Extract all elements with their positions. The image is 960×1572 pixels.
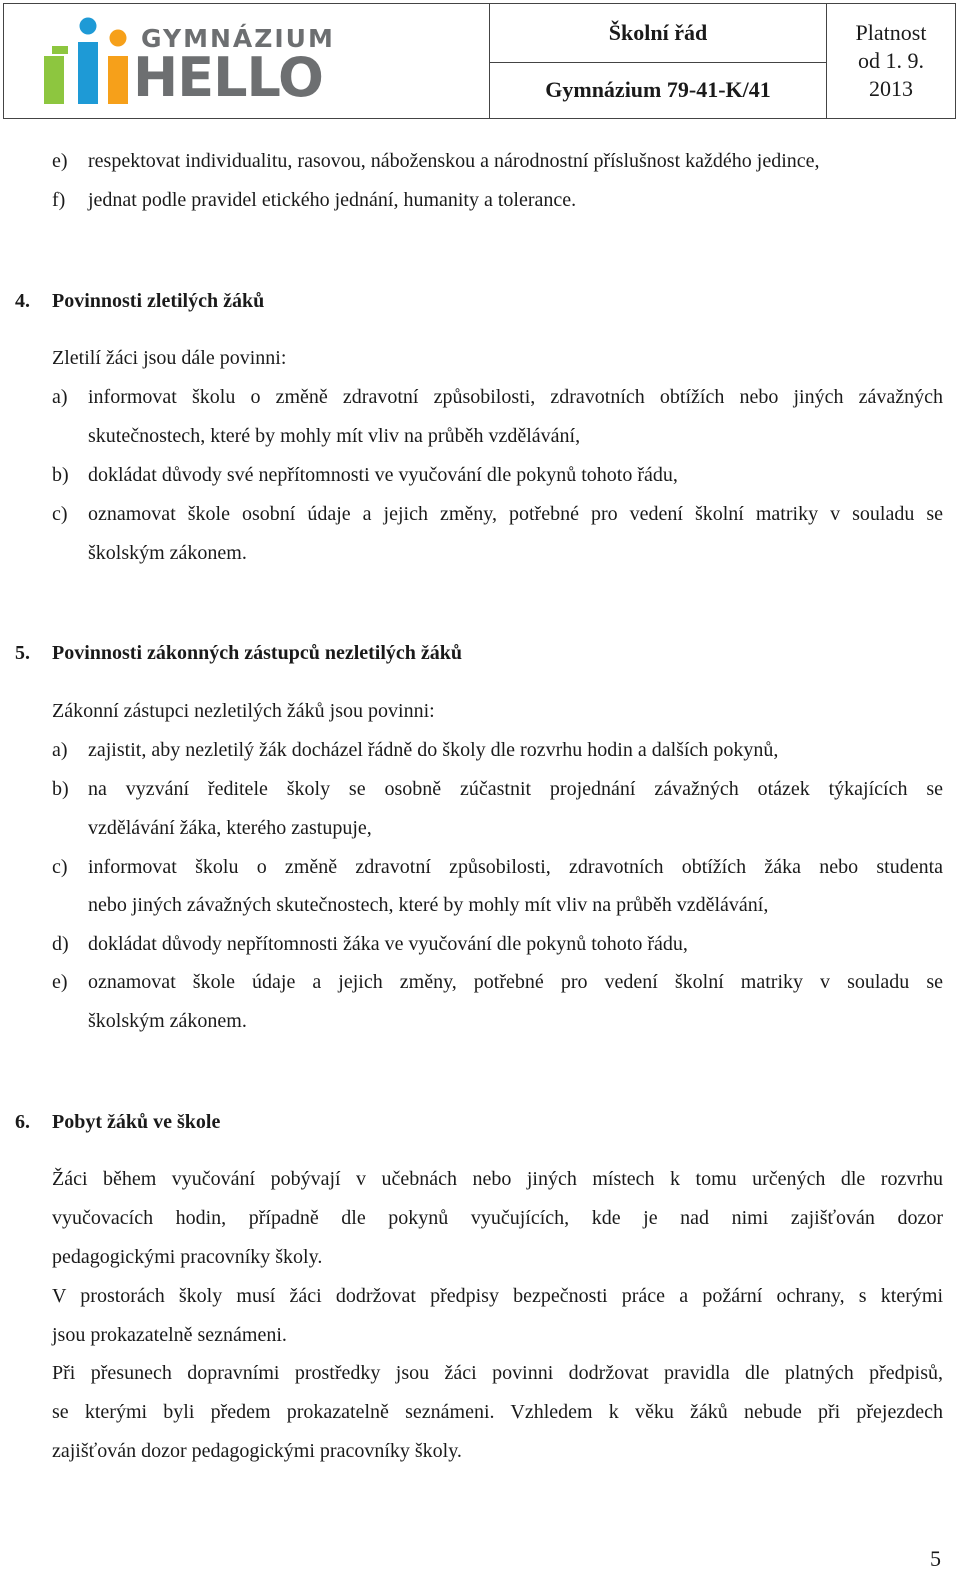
paragraph-line: Žáci během vyučování pobývají v učebnách nebo jiných místech k tomu určených dle rozvrhu xyxy=(52,1168,943,1190)
paragraph-line: vyučovacích hodin, případně dle pokynů vyučujících, kde je nad nimi zajišťován dozor xyxy=(52,1207,943,1229)
paragraph-line: V prostorách školy musí žáci dodržovat předpisy bezpečnosti práce a požární ochrany, s kterými xyxy=(52,1285,943,1307)
section-heading: Povinnosti zákonných zástupců nezletilých žáků xyxy=(52,642,463,664)
logo-text-gymnazium: GYMNÁZIUM xyxy=(141,24,335,53)
validity-line-2: od 1. 9. xyxy=(858,48,924,73)
paragraph-line: se kterými byli předem prokazatelně seznámeni. Vzhledem k věku žáků nebude při přejezdech xyxy=(52,1401,943,1423)
list-marker: a) xyxy=(52,386,68,408)
paragraph-line: zajišťován dozor pedagogickými pracovníky školy. xyxy=(52,1440,462,1462)
section-heading: Povinnosti zletilých žáků xyxy=(52,290,265,312)
list-marker: c) xyxy=(52,503,68,525)
list-item-line: školským zákonem. xyxy=(88,542,247,564)
validity-line-3: 2013 xyxy=(869,76,913,101)
page-number: 5 xyxy=(930,1546,941,1571)
list-item-line: dokládat důvody nepřítomnosti žáka ve vyučování dle pokynů tohoto řádu, xyxy=(88,933,688,955)
list-item-line: skutečnostech, které by mohly mít vliv na průběh vzdělávání, xyxy=(88,425,581,447)
list-marker: e) xyxy=(52,971,68,993)
list-item-line: školským zákonem. xyxy=(88,1010,247,1032)
list-marker: a) xyxy=(52,739,68,761)
paragraph-line: Při přesunech dopravními prostředky jsou žáci povinni dodržovat pravidla dle platných předpisů, xyxy=(52,1362,943,1384)
paragraph-line: jsou prokazatelně seznámeni. xyxy=(52,1324,287,1346)
section-intro: Zákonní zástupci nezletilých žáků jsou povinni: xyxy=(52,700,435,722)
list-item-text: jednat podle pravidel etického jednání, humanity a tolerance. xyxy=(88,189,577,211)
list-item-line: na vyzvání ředitele školy se osobně zúčastnit projednání závažných otázek týkajících se xyxy=(88,778,943,800)
list-marker: e) xyxy=(52,150,68,172)
section-heading: Pobyt žáků ve škole xyxy=(52,1111,221,1133)
list-item-text: respektovat individualitu, rasovou, náboženskou a národnostní příslušnost každého jedince, xyxy=(88,150,820,172)
list-marker: b) xyxy=(52,464,69,486)
list-item-line: informovat školu o změně zdravotní způsobilosti, zdravotních obtížích žáka nebo studenta xyxy=(88,856,943,878)
document-subtitle: Gymnázium 79-41-K/41 xyxy=(545,77,771,102)
list-marker: d) xyxy=(52,933,69,955)
list-item-line: informovat školu o změně zdravotní způsobilosti, zdravotních obtížích nebo jiných závažných xyxy=(88,386,943,408)
document-title: Školní řád xyxy=(490,4,826,63)
section-intro: Zletilí žáci jsou dále povinni: xyxy=(52,347,287,369)
list-item-line: dokládat důvody své nepřítomnosti ve vyučování dle pokynů tohoto řádu, xyxy=(88,464,678,486)
list-item-line: oznamovat škole osobní údaje a jejich změny, potřebné pro vedení školní matriky v souladu se xyxy=(88,503,943,525)
list-marker: b) xyxy=(52,778,69,800)
list-marker: c) xyxy=(52,856,68,878)
list-marker: f) xyxy=(52,189,66,211)
list-item-line: zajistit, aby nezletilý žák docházel řádně do školy dle rozvrhu hodin a dalších pokynů, xyxy=(88,739,779,761)
paragraph-line: pedagogickými pracovníky školy. xyxy=(52,1246,323,1268)
section-number: 4. xyxy=(15,290,30,312)
list-item-line: nebo jiných závažných skutečnostech, které by mohly mít vliv na průběh vzdělávání, xyxy=(88,894,769,916)
section-number: 6. xyxy=(15,1111,30,1133)
section-number: 5. xyxy=(15,642,30,664)
validity-line-1: Platnost xyxy=(855,20,927,45)
list-item-line: oznamovat škole údaje a jejich změny, potřebné pro vedení školní matriky v souladu se xyxy=(88,971,943,993)
list-item-line: vzdělávání žáka, kterého zastupuje, xyxy=(88,817,372,839)
logo-text-hello: HELLO xyxy=(133,46,323,109)
